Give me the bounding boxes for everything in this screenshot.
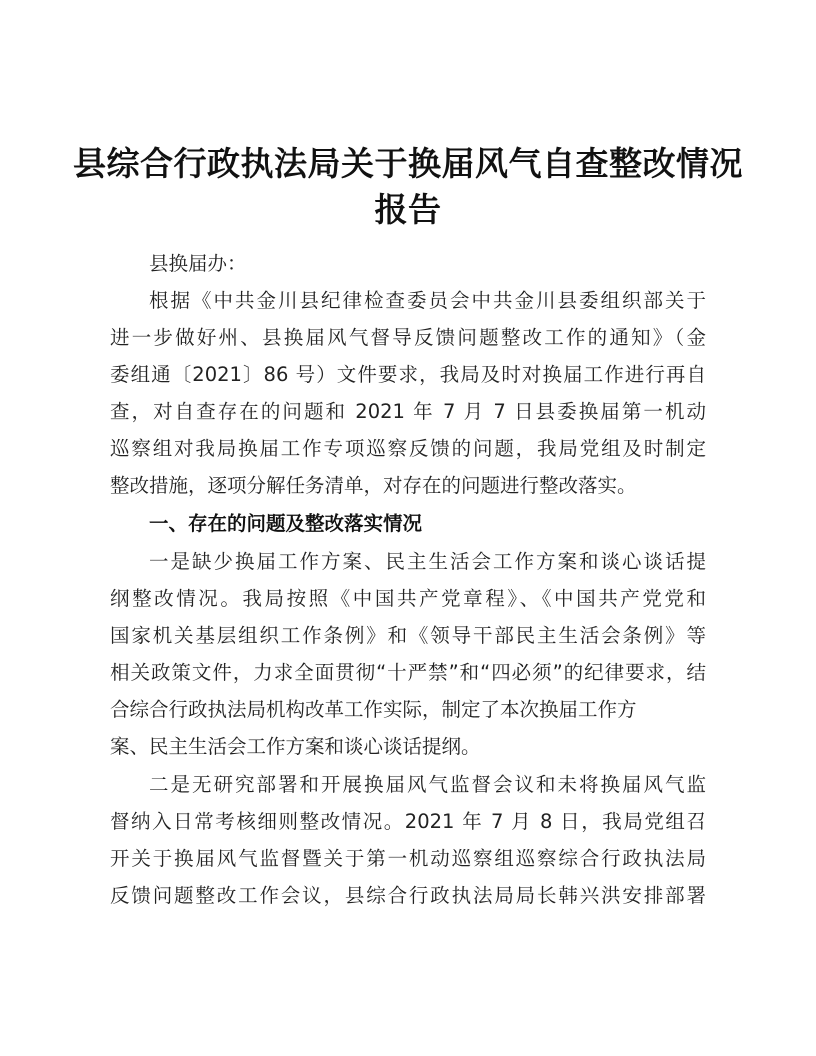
item1-line-5: 合综合行政执法局机构改革工作实际，制定了本次换届工作方	[110, 698, 637, 721]
item2-line-1: 二是无研究部署和开展换届风气监督会议和未将换届风气监	[149, 773, 706, 796]
intro-line-1: 根据《中共金川县纪律检查委员会中共金川县委组织部关于	[149, 289, 706, 312]
item2-line-4: 反馈问题整改工作会议，县综合行政执法局局长韩兴洪安排部署	[110, 884, 706, 907]
item1-line-2: 纲整改情况。我局按照《中国共产党章程》、《中国共产党党和	[110, 587, 706, 610]
intro-line-3: 委组通〔2021〕86 号）文件要求，我局及时对换届工作进行再自	[110, 363, 706, 386]
intro-line-2: 进一步做好州、县换届风气督导反馈问题整改工作的通知》（金	[110, 326, 706, 349]
item2-line-3: 开关于换届风气监督暨关于第一机动巡察组巡察综合行政执法局	[110, 847, 706, 870]
intro-line-6: 整改措施，逐项分解任务清单，对存在的问题进行整改落实。	[110, 474, 637, 497]
item2-line-2: 督纳入日常考核细则整改情况。2021 年 7 月 8 日，我局党组召	[110, 810, 706, 833]
section-heading: 一、存在的问题及整改落实情况	[149, 512, 423, 535]
item1-line-4: 相关政策文件，力求全面贯彻“十严禁”和“四必须”的纪律要求，结	[110, 661, 706, 684]
document-title-line-1: 县综合行政执法局关于换届风气自查整改情况	[73, 144, 743, 183]
item1-line-3: 国家机关基层组织工作条例》和《领导干部民主生活会条例》等	[110, 624, 706, 647]
intro-line-5: 巡察组对我局换届工作专项巡察反馈的问题，我局党组及时制定	[110, 437, 706, 460]
salutation: 县换届办：	[149, 252, 247, 275]
item1-line-6: 案、民主生活会工作方案和谈心谈话提纲。	[110, 735, 481, 758]
item1-line-1: 一是缺少换届工作方案、民主生活会工作方案和谈心谈话提	[149, 550, 706, 573]
intro-line-4: 查，对自查存在的问题和 2021 年 7 月 7 日县委换届第一机动	[110, 400, 706, 423]
document-title-line-2: 报告	[374, 190, 442, 229]
